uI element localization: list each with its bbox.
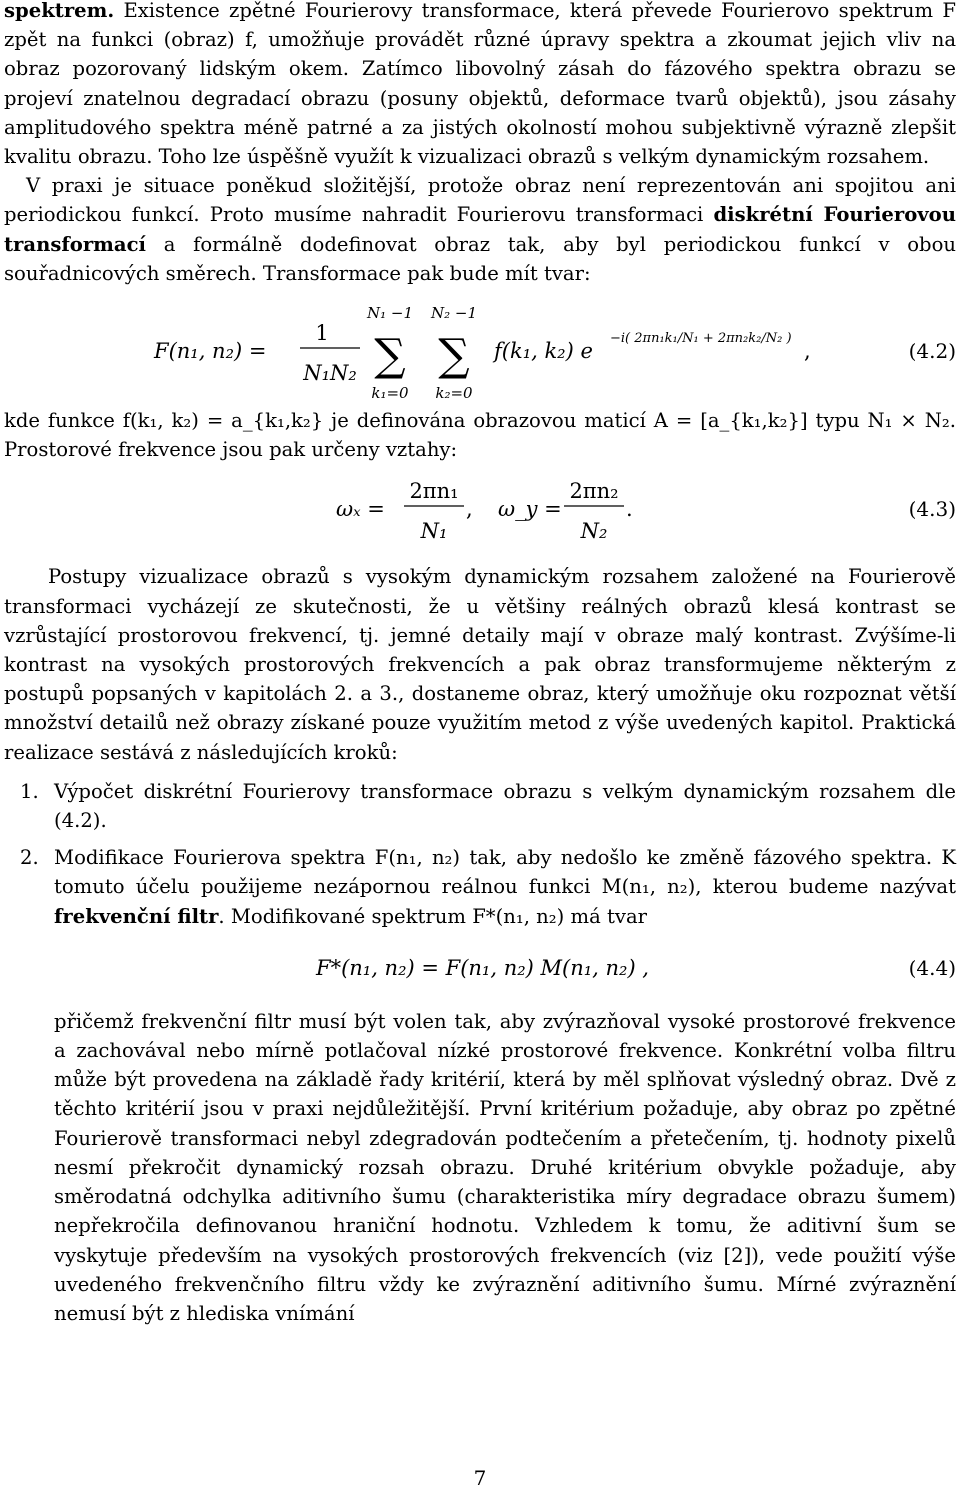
page-number: 7	[473, 1466, 487, 1490]
equation-4-2	[4, 288, 956, 408]
eq43-wx-den: N₁	[420, 519, 448, 544]
paragraph-intro-head: spektrem.	[4, 0, 115, 22]
eq42-sum1-top: N₁ −1	[366, 304, 414, 323]
term-frequency-filter: frekvenční filtr	[54, 904, 219, 928]
paragraph-dft-text-a: V praxi je situace poněkud složitější, protože obraz není reprezentován ani spojitou ani periodickou funkcí. Proto musíme nahradit Fourierovu transformaci	[4, 174, 956, 227]
eq42-body: f(k₁, k₂) e	[494, 339, 593, 364]
list-item-text-a: Modifikace Fourierova spektra F(n₁, n₂) tak, aby nedošlo ke změně fázového spektra. K tomuto účelu použijeme nezápornou reálnou funkci M(n₁, n₂), kterou budeme nazývat	[54, 846, 956, 899]
eq43-wx: ωₓ =	[336, 497, 385, 522]
list-item-number: 1.	[20, 779, 39, 803]
page-body	[4, 0, 956, 1328]
eq43-wx-num: 2πn₁	[409, 479, 459, 504]
paragraph-dft	[4, 171, 956, 288]
eq42-exponent: −i( 2πn₁k₁/N₁ + 2πn₂k₂/N₂ )	[610, 331, 792, 347]
eq43-comma: ,	[466, 497, 473, 522]
eq42-frac-num: 1	[315, 321, 329, 346]
equation-4-4-svg	[4, 931, 956, 1007]
list-item-text: Výpočet diskrétní Fourierovy transformace obrazu s velkým dynamickým rozsahem dle (4.2).	[54, 779, 956, 833]
paragraph-filter: přičemž frekvenční filtr musí být volen tak, aby zvýrazňoval vysoké prostorové frekvence a zachovával nebo mírně potlačoval nízké prostorové frekvence. Konkrétní volba filtru může být provedena na základě řady kritérií, která by měl splňovat výsledný obraz. Dvě z těchto kritérií jsou v praxi nejdůležitější. První kritérium požaduje, aby obraz po zpětné Fourierově transformaci nebyl zdegradován podtečením a přetečením, tj. hodnoty pixelů nesmí překročit dynamický rozsah obrazu. Druhé kritérium obvykle požaduje, aby směrodatná odchylka aditivního šumu (charakteristika míry degradace obrazu šumem) nepřekročila definovanou hraniční hodnotu. Vzhledem k tomu, že aditivní šum se vyskytuje především na vysokých prostorových frekvencích (viz [2]), vede použití výše uvedeného frekvenčního filtru vždy ke zvýraznění aditivního šumu. Mírné zvýraznění nemusí být z hlediska vnímání	[54, 1009, 956, 1325]
list-item	[4, 843, 956, 931]
eq42-frac-den: N₁N₂	[303, 361, 357, 386]
paragraph-intro	[4, 0, 956, 171]
eq42-lhs: F(n₁, n₂) =	[154, 339, 267, 364]
eq43-number: (4.3)	[908, 497, 956, 522]
equation-4-3-svg	[4, 464, 956, 562]
eq42-tail: ,	[804, 339, 811, 364]
equation-4-2-svg	[4, 288, 956, 408]
eq42-number: (4.2)	[908, 339, 956, 364]
term-dft: diskrétní Fourierovou transformací	[4, 203, 956, 256]
eq42-sum1-bot: k₁=0	[371, 384, 409, 403]
eq43-period: .	[626, 497, 633, 522]
list-item	[4, 777, 956, 835]
paragraph-procedure: Postupy vizualizace obrazů s vysokým dynamickým rozsahem založené na Fourierově transformaci vycházejí ze skutečnosti, že u většiny reálných obrazů klesá kontrast se vzrůstající prostorovou frekvencí, tj. jemné detaily mají v obraze malý kontrast. Zvýšíme-li kontrast na vysokých prostorových frekvencích a pak obraz transformujeme některým z postupů popsaných v kapitolách 2. a 3., dostaneme obraz, který umožňuje oku rozpoznat větší množství detailů než obrazy získané pouze využitím metod z výše uvedených kapitol. Praktická realizace sestává z následujících kroků:	[4, 565, 956, 764]
eq44-number: (4.4)	[908, 955, 956, 980]
list-item-number: 2.	[20, 846, 39, 870]
list-item-text-b: . Modifikované spektrum F*(n₁, n₂) má tvar	[218, 904, 647, 928]
eq43-wy-num: 2πn₂	[569, 479, 619, 504]
paragraph-matrix: kde funkce f(k₁, k₂) = a_{k₁,k₂} je definována obrazovou maticí A = [a_{k₁,k₂}] typu N₁ × N₂. Prostorové frekvence jsou pak určeny vztahy:	[4, 409, 956, 462]
eq43-wy-den: N₂	[580, 519, 608, 544]
paragraph-intro-text: Existence zpětné Fourierovy transformace, která převede Fourierovo spektrum F zpět na funkci (obraz) f, umožňuje provádět různé úpravy spektra a zkoumat jejich vliv na obraz pozorovaný lidským okem. Zatímco libovolný zásah do fázového spektra obrazu se projeví znatelnou degradací obrazu (posuny objektů, deformace tvarů objektů), jsou zásahy amplitudového spektra méně patrné a za jistých okolností mohou subjektivně výrazně zlepšit kvalitu obrazu. Toho lze úspěšně využít k vizualizaci obrazů s velkým dynamickým rozsahem.	[4, 0, 956, 169]
eq43-wy: ω_y =	[498, 497, 562, 522]
eq42-sum2-bot: k₂=0	[435, 384, 473, 403]
paragraph-dft-text-b: a formálně dodefinovat obraz tak, aby byl periodickou funkcí v obou souřadnicových směrech. Transformace pak bude mít tvar:	[4, 232, 956, 285]
eq42-sum2-top: N₂ −1	[430, 304, 478, 323]
equation-4-3	[4, 464, 956, 562]
steps-list	[4, 777, 956, 931]
eq42-sum1-symbol: ∑	[374, 330, 406, 382]
equation-4-4	[4, 931, 956, 1007]
eq42-sum2-symbol: ∑	[438, 330, 470, 382]
eq44-text: F*(n₁, n₂) = F(n₁, n₂) M(n₁, n₂) ,	[316, 955, 649, 980]
